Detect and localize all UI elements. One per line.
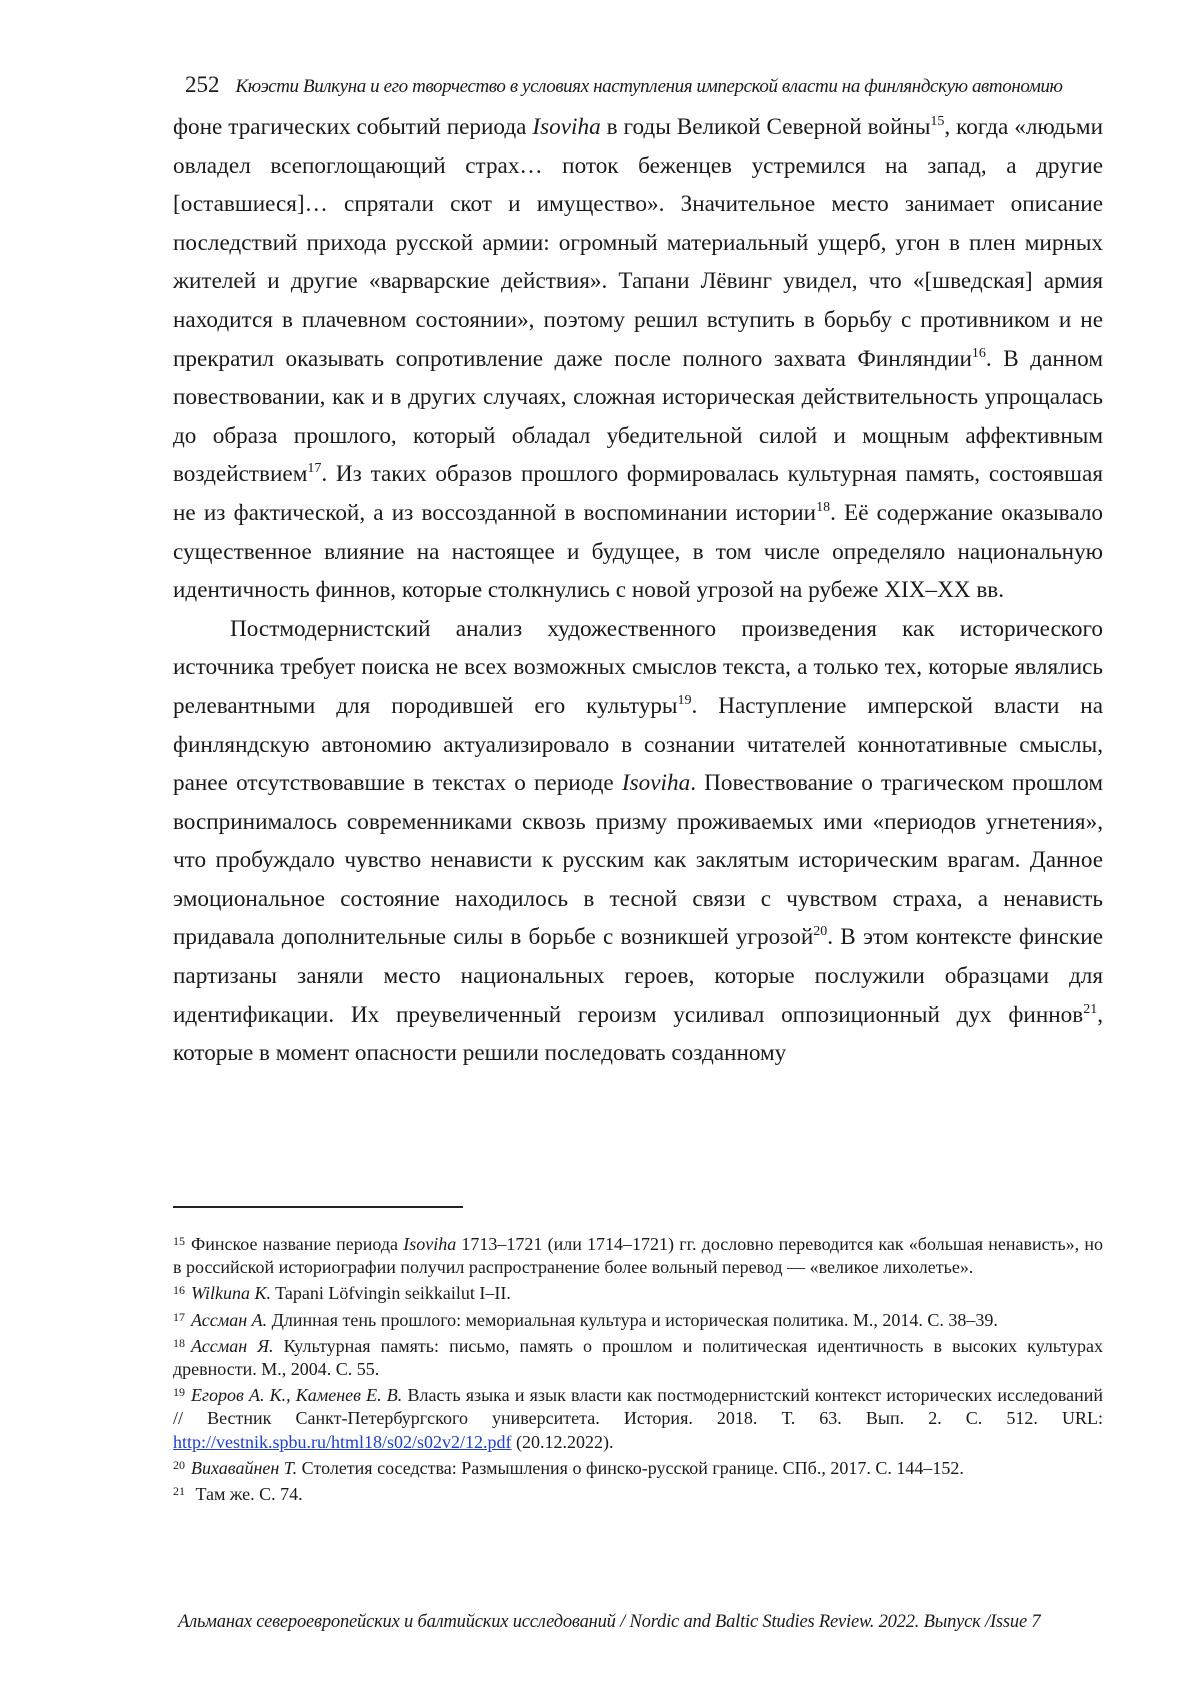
italic-term: Isoviha [532,114,600,140]
footnote-number: 16 [173,1283,185,1297]
text-run: . В этом контексте финские партизаны заняли место национальных героев, которые послужили образцами для идентификации. Их преувеличенный героизм усиливал оппозиционный дух финнов [173,924,1103,1027]
footnote-ref[interactable]: 17 [307,461,321,476]
footnote-ref[interactable]: 20 [813,924,827,939]
footnote-author: Вихавайнен Т. [191,1458,297,1478]
footnote-19 [173,1381,1103,1454]
footnote-author: Wilkuna K. [191,1283,271,1303]
text-run: . Её содержание оказывало существенное влияние на настоящее и будущее, в том числе определяло национальную идентичность финнов, которые столкнулись с новой угрозой на рубеже XIX–XX вв. [173,500,1103,603]
main-text [173,108,1103,1073]
footnote-separator [173,1206,463,1208]
text-run: , которые в момент опасности решили последовать созданному [173,1002,1103,1067]
footnote-text: Финское название периода [191,1234,403,1254]
footnote-number: 20 [173,1458,185,1472]
footnote-text: Длинная тень прошлого: мемориальная культура и историческая политика. М., 2014. С. 38–39. [267,1310,998,1330]
footnote-author: Егоров А. К., Каменев Е. В. [191,1385,402,1405]
text-run: в годы Великой Северной войны [601,114,931,140]
footnote-number: 17 [173,1310,185,1324]
footnote-ref[interactable]: 19 [678,693,692,708]
footnote-21 [173,1480,1103,1506]
text-run: . Повествование о трагическом прошлом воспринималось современниками сквозь призму проживаемых ими «периодов угнетения», что пробуждало чувство ненависти к русским как заклятым историческим врагам. Данное эмоциональное состояние находилось в тесной связи с чувством страха, а ненависть придавала дополнительные силы в борьбе с возникшей угрозой [173,770,1103,950]
footnote-number: 18 [173,1336,185,1350]
footnote-text: (20.12.2022). [512,1432,614,1452]
italic-term: Isoviha [403,1234,456,1254]
footnote-author: Ассман А. [191,1310,267,1330]
footnote-text: Культурная память: письмо, память о прошлом и политическая идентичность в высоких культурах древности. М., 2004. С. 55. [173,1336,1103,1379]
footnote-ref[interactable]: 21 [1083,1002,1097,1017]
text-run: . Наступление имперской власти на финляндскую автономию актуализировало в сознании читателей коннотативные смыслы, ранее отсутствовавшие в текстах о периоде [173,693,1103,796]
footnote-ref[interactable]: 18 [816,500,830,515]
paragraph-1 [173,108,1103,610]
footnote-text: Власть языка и язык власти как постмодернистский контекст исторических исследований // Вестник Санкт-Петербургского университета. История. 2018. Т. 63. Вып. 2. С. 512. URL: [173,1385,1103,1428]
footnote-text: Там же. С. 74. [191,1484,303,1504]
footnote-ref[interactable]: 15 [930,114,944,129]
footnote-author: Ассман Я. [191,1336,274,1356]
text-run: Постмодернистский анализ художественного произведения как исторического источника требует поиска не всех возможных смыслов текста, а только тех, которые являлись релевантными для породившей его культуры [173,616,1103,719]
source-link[interactable]: http://vestnik.spbu.ru/html18/s02/s02v2/12.pdf [173,1432,512,1452]
footnote-18 [173,1332,1103,1381]
text-run: . Из таких образов прошлого формировалась культурная память, состоявшая не из фактической, а из воссозданной в воспоминании истории [173,461,1103,526]
paragraph-2 [173,610,1103,1073]
footnote-number: 19 [173,1385,185,1399]
footnote-15 [173,1230,1103,1279]
footnote-17 [173,1306,1103,1332]
footnote-number: 21 [173,1484,185,1498]
footnote-ref[interactable]: 16 [972,346,986,361]
text-run: фоне трагических событий периода [173,114,532,140]
footnote-number: 15 [173,1234,185,1248]
footnotes [173,1230,1103,1506]
footnote-16 [173,1279,1103,1305]
footnote-text: Столетия соседства: Размышления о финско-русской границе. СПб., 2017. С. 144–152. [297,1458,964,1478]
journal-footer: Альманах североевропейских и балтийских исследований / Nordic and Baltic Studies Review. 2022. Выпуск /Issue 7 [178,1612,1108,1633]
running-header [185,72,1105,98]
page-number: 252 [185,72,220,97]
italic-term: Isoviha [622,770,690,796]
footnote-20 [173,1454,1103,1480]
running-title: Кюэсти Вилкуна и его творчество в условиях наступления имперской власти на финляндскую автономию [236,76,1063,97]
footnote-text: 1713–1721 (или 1714–1721) гг. дословно переводится как «большая ненависть», но в российской историографии получил распространение более вольный перевод — «великое лихолетье». [173,1234,1103,1277]
text-run: , когда «людьми овладел всепоглощающий страх… поток беженцев устремился на запад, а другие [оставшиеся]… спрятали скот и имущество». Значительное место занимает описание последствий прихода русской армии: огромный материальный ущерб, угон в плен мирных жителей и другие «варварские действия». Тапани Лёвинг увидел, что «[шведская] армия находится в плачевном состоянии», поэтому решил вступить в борьбу с противником и не прекратил оказывать сопротивление даже после полного захвата Финляндии [173,114,1103,372]
footnote-text: Tapani Löfvingin seikkailut I–II. [271,1283,511,1303]
text-run: . В данном повествовании, как и в других случаях, сложная историческая действительность упрощалась до образа прошлого, который обладал убедительной силой и мощным аффективным воздействием [173,346,1103,488]
